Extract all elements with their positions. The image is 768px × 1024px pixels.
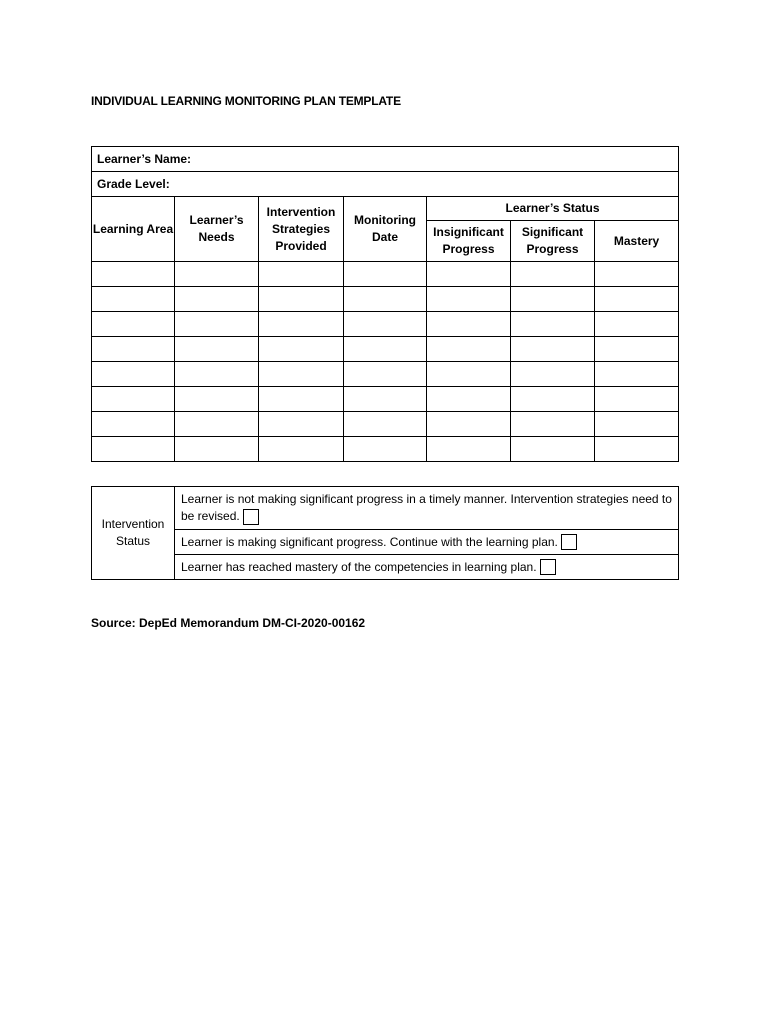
table-cell[interactable] — [595, 362, 679, 387]
table-cell[interactable] — [344, 337, 427, 362]
table-row — [92, 287, 679, 312]
table-cell[interactable] — [427, 262, 511, 287]
page-title: INDIVIDUAL LEARNING MONITORING PLAN TEMPLATE — [91, 94, 401, 108]
table-cell[interactable] — [92, 437, 175, 462]
column-header-learners-needs: Learner’s Needs — [175, 197, 259, 262]
table-cell[interactable] — [511, 387, 595, 412]
table-cell[interactable] — [595, 437, 679, 462]
table-row — [92, 337, 679, 362]
table-cell[interactable] — [511, 287, 595, 312]
intervention-status-label: Intervention Status — [92, 487, 175, 580]
column-header-learners-status: Learner’s Status — [427, 197, 679, 221]
table-cell[interactable] — [92, 312, 175, 337]
table-row — [92, 362, 679, 387]
table-cell[interactable] — [175, 262, 259, 287]
column-header-learning-area: Learning Area — [92, 197, 175, 262]
column-header-significant-progress: Significant Progress — [511, 221, 595, 262]
status-mastery-checkbox[interactable] — [540, 559, 556, 575]
table-cell[interactable] — [259, 262, 344, 287]
table-cell[interactable] — [427, 337, 511, 362]
table-cell[interactable] — [511, 337, 595, 362]
table-cell[interactable] — [427, 437, 511, 462]
monitoring-plan-table — [91, 146, 679, 462]
table-cell[interactable] — [595, 337, 679, 362]
table-cell[interactable] — [344, 437, 427, 462]
table-cell[interactable] — [511, 362, 595, 387]
table-cell[interactable] — [92, 262, 175, 287]
column-header-monitoring-date: Monitoring Date — [344, 197, 427, 262]
column-header-insignificant-progress: Insignificant Progress — [427, 221, 511, 262]
table-cell[interactable] — [427, 387, 511, 412]
table-cell[interactable] — [427, 362, 511, 387]
table-cell[interactable] — [344, 262, 427, 287]
table-cell[interactable] — [175, 437, 259, 462]
table-cell[interactable] — [92, 287, 175, 312]
status-option-mastery-text: Learner has reached mastery of the competencies in learning plan. — [181, 559, 537, 574]
table-cell[interactable] — [427, 287, 511, 312]
status-option-continue — [175, 530, 679, 555]
table-cell[interactable] — [259, 387, 344, 412]
grade-level-field[interactable] — [92, 172, 679, 197]
status-continue-checkbox[interactable] — [561, 534, 577, 550]
table-cell[interactable] — [92, 337, 175, 362]
status-option-mastery — [175, 555, 679, 580]
table-cell[interactable] — [344, 312, 427, 337]
column-header-mastery: Mastery — [595, 221, 679, 262]
table-cell[interactable] — [92, 412, 175, 437]
table-cell[interactable] — [259, 337, 344, 362]
table-cell[interactable] — [511, 262, 595, 287]
table-cell[interactable] — [595, 287, 679, 312]
table-row — [92, 412, 679, 437]
table-cell[interactable] — [595, 412, 679, 437]
table-cell[interactable] — [175, 362, 259, 387]
grade-level-label: Grade Level: — [97, 177, 170, 191]
table-cell[interactable] — [511, 312, 595, 337]
table-cell[interactable] — [595, 312, 679, 337]
table-cell[interactable] — [259, 437, 344, 462]
table-row — [92, 387, 679, 412]
table-cell[interactable] — [427, 312, 511, 337]
table-cell[interactable] — [511, 437, 595, 462]
table-cell[interactable] — [259, 412, 344, 437]
table-cell[interactable] — [259, 362, 344, 387]
column-header-intervention-strategies: Intervention Strategies Provided — [259, 197, 344, 262]
table-cell[interactable] — [259, 287, 344, 312]
learner-name-field[interactable] — [92, 147, 679, 172]
table-cell[interactable] — [259, 312, 344, 337]
status-revise-checkbox[interactable] — [243, 509, 259, 525]
table-cell[interactable] — [344, 412, 427, 437]
table-cell[interactable] — [344, 387, 427, 412]
table-cell[interactable] — [175, 387, 259, 412]
table-cell[interactable] — [344, 287, 427, 312]
table-row — [92, 437, 679, 462]
table-cell[interactable] — [595, 262, 679, 287]
table-row — [92, 312, 679, 337]
table-cell[interactable] — [595, 387, 679, 412]
status-option-revise — [175, 487, 679, 530]
table-cell[interactable] — [427, 412, 511, 437]
table-cell[interactable] — [511, 412, 595, 437]
intervention-status-table — [91, 486, 679, 580]
table-cell[interactable] — [92, 387, 175, 412]
status-option-continue-text: Learner is making significant progress. Continue with the learning plan. — [181, 534, 558, 549]
table-cell[interactable] — [175, 287, 259, 312]
table-cell[interactable] — [344, 362, 427, 387]
source-note: Source: DepEd Memorandum DM-CI-2020-00162 — [91, 616, 366, 630]
learner-name-label: Learner’s Name: — [97, 152, 192, 166]
table-cell[interactable] — [92, 362, 175, 387]
table-row — [92, 262, 679, 287]
table-cell[interactable] — [175, 312, 259, 337]
status-option-revise-text: Learner is not making significant progress in a timely manner. Intervention strategies need to be revised. — [181, 492, 672, 523]
table-cell[interactable] — [175, 412, 259, 437]
table-cell[interactable] — [175, 337, 259, 362]
